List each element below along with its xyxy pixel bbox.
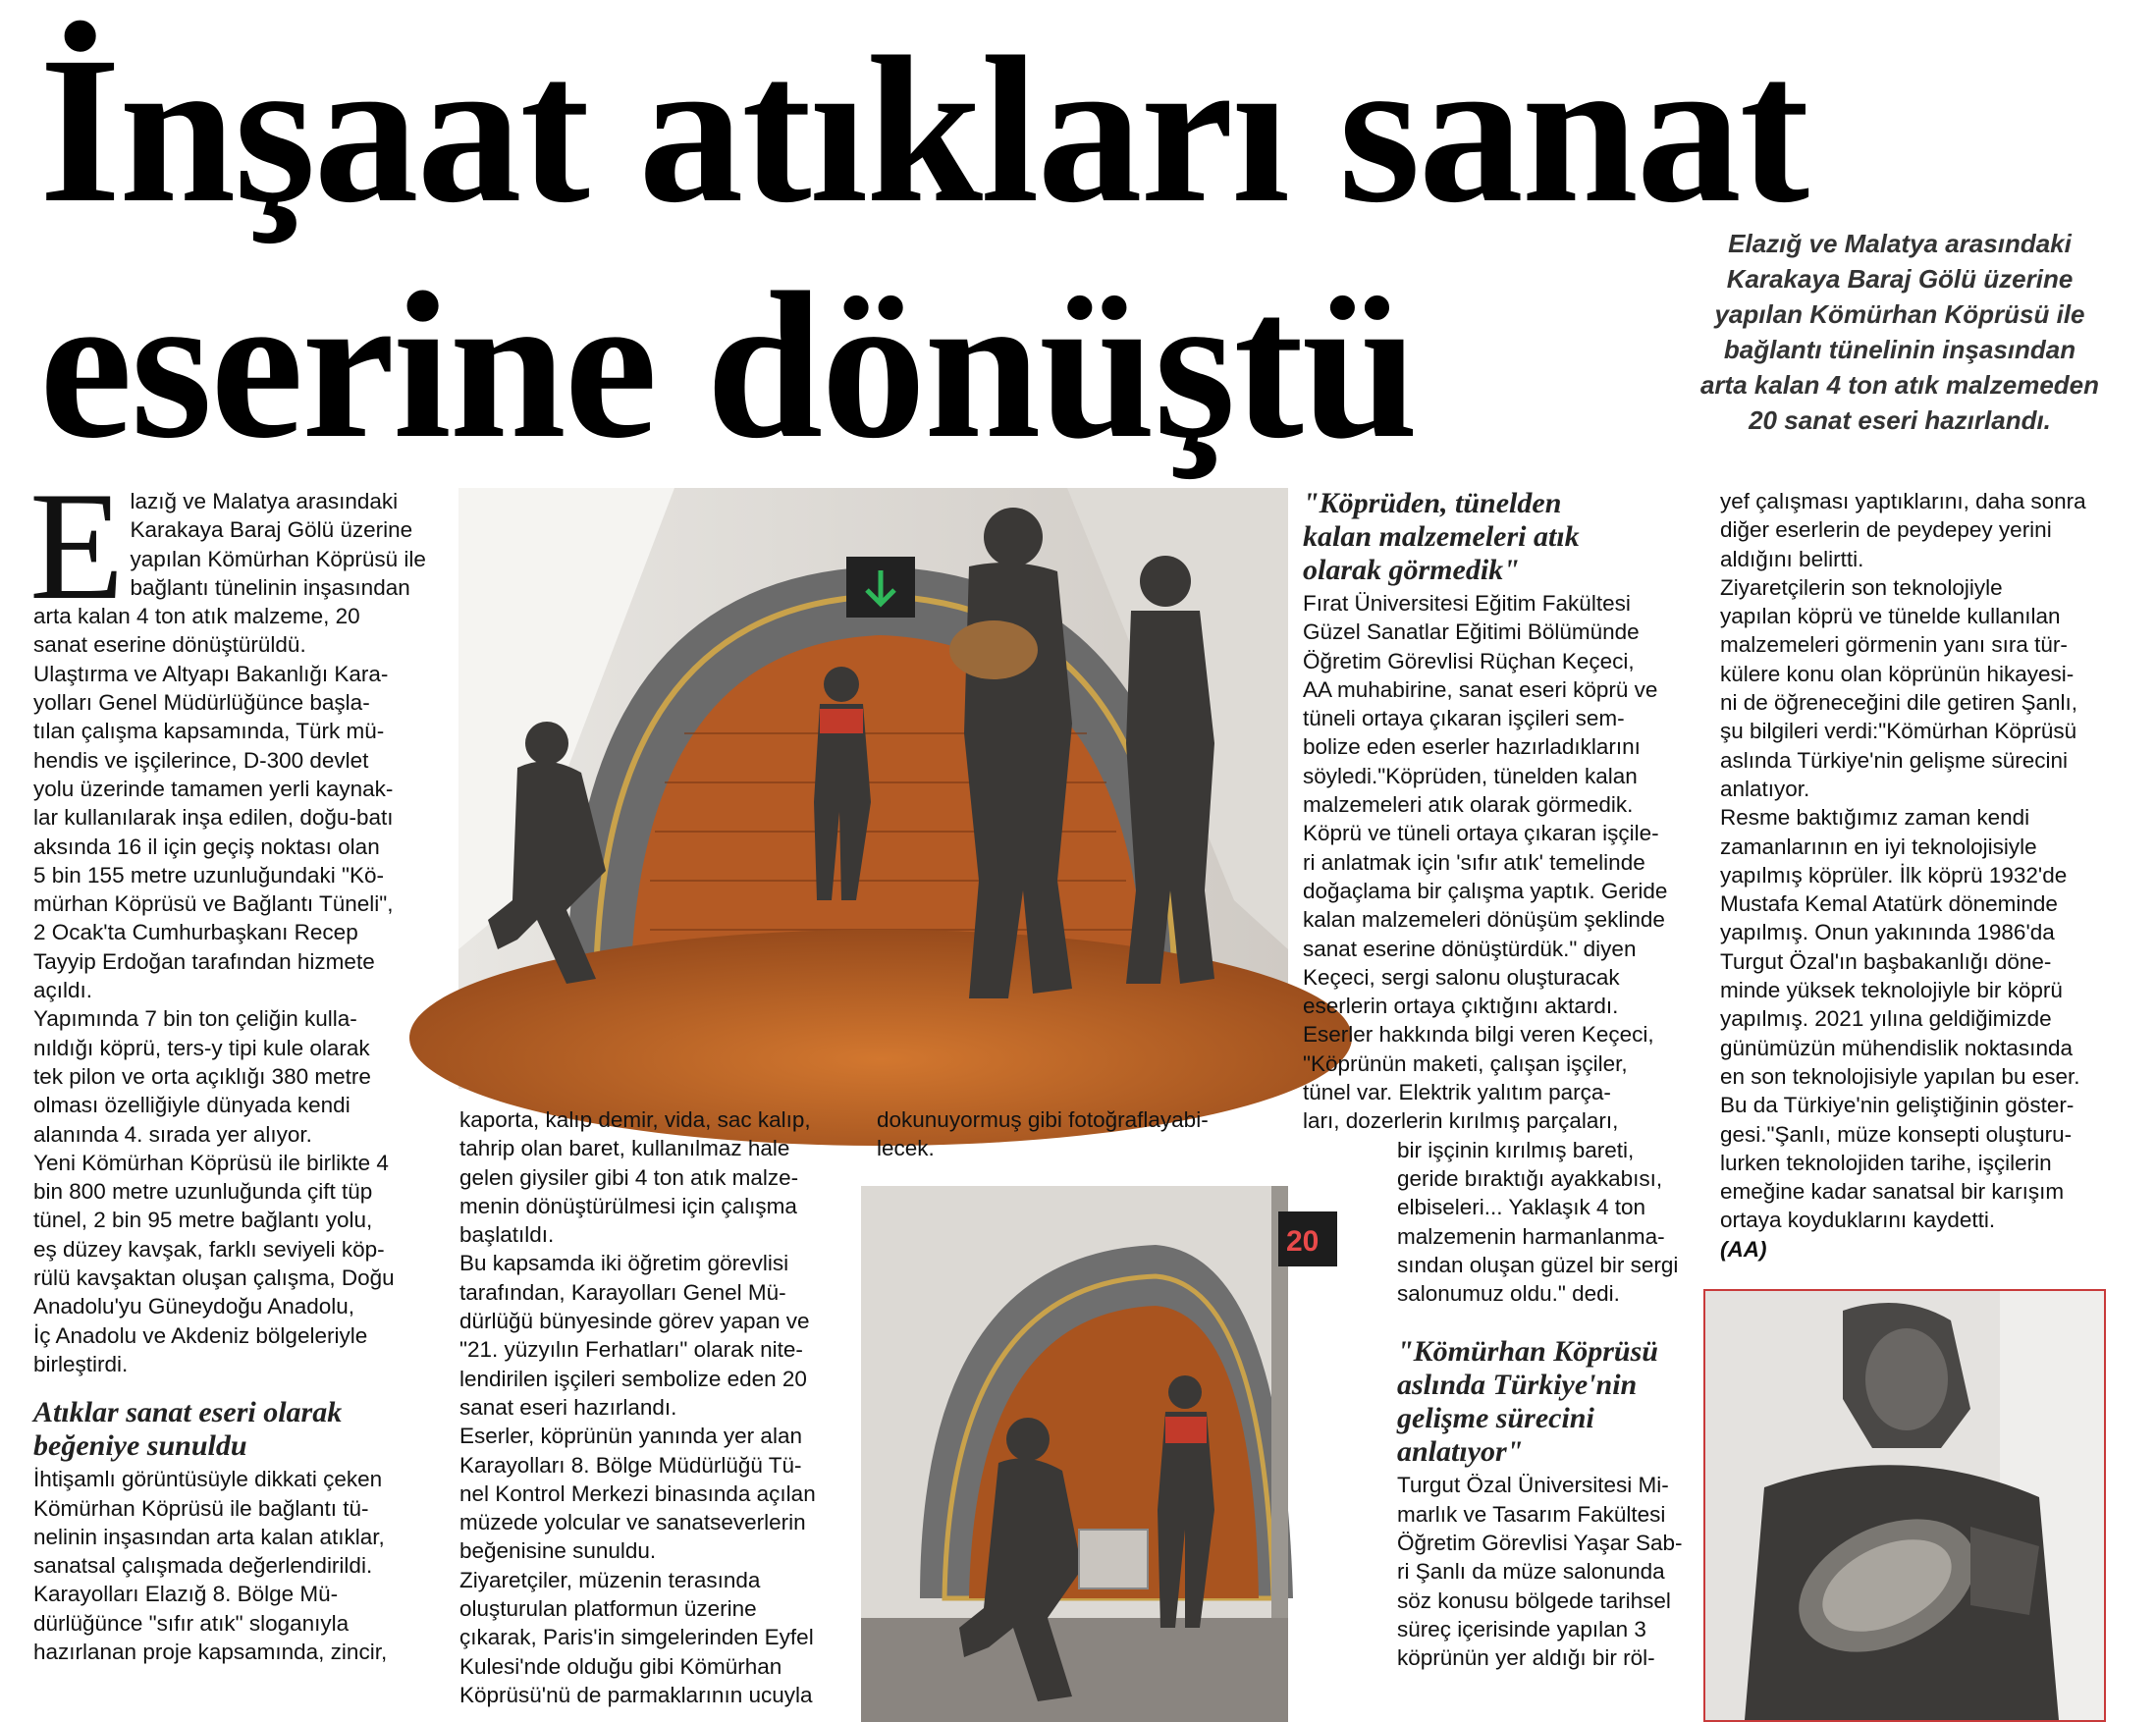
deck-line: Elazığ ve Malatya arasındaki	[1728, 229, 2072, 258]
text-line: Eserler hakkında bilgi veren Keçeci,	[1303, 1022, 1654, 1048]
text-line: aksında 16 il için geçiş noktası olan	[33, 834, 380, 859]
text-line: Karayolları Elazığ 8. Bölge Mü-	[33, 1582, 339, 1607]
subhead-line: "Kömürhan Köprüsü	[1397, 1335, 1658, 1369]
text-line: hazırlanan proje kapsamında, zincir,	[33, 1639, 388, 1664]
text-line: alanında 4. sırada yer alıyor.	[33, 1121, 312, 1147]
text-line: külere konu olan köprünün hikayesi-	[1720, 661, 2075, 686]
text-line: sanatsal çalışmada değerlendirildi.	[33, 1553, 373, 1579]
deck-line: arta kalan 4 ton atık malzemeden	[1699, 370, 2100, 400]
text-line: doğaçlama bir çalışma yaptık. Geride	[1303, 878, 1668, 903]
text-line: anlatıyor.	[1720, 776, 1810, 801]
headline-line-2: eserine dönüştü	[39, 249, 1417, 482]
text-line: dokunuyormuş gibi fotoğraflayabi-	[877, 1107, 1209, 1132]
text-line: yolları Genel Müdürlüğünce başla-	[33, 690, 370, 716]
photo-worker-sculptures	[861, 1186, 1320, 1722]
text-line: İç Anadolu ve Akdeniz bölgeleriyle	[33, 1322, 368, 1348]
text-line: oluşturulan platformun üzerine	[459, 1596, 757, 1622]
text-line: Karayolları 8. Bölge Müdürlüğü Tü-	[459, 1452, 802, 1478]
text-line: 5 bin 155 metre uzunluğundaki "Kö-	[33, 862, 384, 888]
text-line: Keçeci, sergi salonu oluşturacak	[1303, 964, 1620, 990]
text-line: lendirilen işçileri sembolize eden 20	[459, 1366, 807, 1391]
text-line: ri Şanlı da müze salonunda	[1397, 1559, 1665, 1585]
text-line: yapılan köprü ve tünelde kullanılan	[1720, 604, 2061, 629]
text-line: elbiseleri... Yaklaşık 4 ton	[1397, 1195, 1646, 1220]
column-3-top	[877, 1105, 1279, 1163]
column-2	[459, 1105, 862, 1709]
text-line: tarafından, Karayolları Genel Mü-	[459, 1279, 786, 1305]
drop-cap: E	[29, 460, 125, 632]
text-line: Kömürhan Köprüsü ile bağlantı tü-	[33, 1495, 369, 1521]
text-line: Mustafa Kemal Atatürk döneminde	[1720, 891, 2058, 917]
text-line: zamanlarının en iyi teknolojisiyle	[1720, 834, 2037, 859]
text-line: yapılmış. Onun yakınında 1986'da	[1720, 920, 2055, 945]
deck-line: Karakaya Baraj Gölü üzerine	[1726, 264, 2074, 294]
text-line: açıldı.	[33, 978, 93, 1003]
text-line: Bu kapsamda iki öğretim görevlisi	[459, 1251, 789, 1276]
text-line: nel Kontrol Merkezi binasında açılan	[459, 1480, 816, 1506]
headline-line-1: İnşaat atıkları sanat	[39, 14, 1808, 246]
text-line: mürhan Köprüsü ve Bağlantı Tüneli",	[33, 891, 394, 917]
text-line: emeğine kadar sanatsal bir karışım	[1720, 1179, 2065, 1205]
text-line: tünel, 2 bin 95 metre bağlantı yolu,	[33, 1208, 373, 1233]
text-line: Eserler, köprünün yanında yer alan	[459, 1424, 802, 1449]
text-line: dürlüğünce "sıfır atık" sloganıyla	[33, 1610, 350, 1636]
text-line: Köprüsü'nü de parmaklarının ucuyla	[459, 1682, 813, 1707]
signature: (AA)	[1720, 1236, 1767, 1262]
subhead-line: Atıklar sanat eseri olarak	[33, 1396, 343, 1429]
text-line: en son teknolojisiyle yapılan bu eser.	[1720, 1063, 2080, 1089]
text-line: tek pilon ve orta açıklığı 380 metre	[33, 1063, 371, 1089]
text-line: lurken teknolojiden tarihe, işçilerin	[1720, 1150, 2052, 1175]
column-4	[1303, 487, 1705, 1673]
text-line: bin 800 metre uzunluğunda çift tüp	[33, 1179, 373, 1205]
text-line: birleştirdi.	[33, 1351, 129, 1376]
text-line: lecek.	[877, 1136, 935, 1161]
text-line: hendis ve işçilerince, D-300 devlet	[33, 747, 369, 773]
text-line: sanat eserine dönüştürdük." diyen	[1303, 936, 1637, 961]
subhead-line: aslında Türkiye'nin	[1397, 1369, 1638, 1402]
text-line: ri anlatmak için 'sıfır atık' temelinde	[1303, 849, 1645, 875]
text-line: lar kullanılarak inşa edilen, doğu-batı	[33, 805, 394, 831]
text-line: yef çalışması yaptıklarını, daha sonra	[1720, 489, 2086, 513]
text-line: tahrip olan baret, kullanılmaz hale	[459, 1136, 790, 1161]
text-line: lazığ ve Malatya arasındaki	[130, 489, 399, 513]
text-line: bağlantı tünelinin inşasından	[130, 574, 410, 600]
text-line: geride bıraktığı ayakkabısı,	[1397, 1165, 1663, 1191]
text-line: aldığını belirtti.	[1720, 546, 1864, 571]
text-line: gelen giysiler gibi 4 ton atık malze-	[459, 1164, 799, 1190]
text-line: süreç içerisinde yapılan 3	[1397, 1616, 1646, 1641]
subhead-line: gelişme sürecini	[1397, 1402, 1594, 1435]
text-line: dürlüğü bünyesinde görev yapan ve	[459, 1309, 810, 1334]
text-line: Fırat Üniversitesi Eğitim Fakültesi	[1303, 591, 1631, 616]
text-line: İhtişamlı görüntüsüyle dikkati çeken	[33, 1467, 383, 1492]
text-line: arta kalan 4 ton atık malzeme, 20	[33, 604, 360, 629]
text-line: minde yüksek teknolojiyle bir köprü	[1720, 978, 2063, 1003]
text-line: 2 Ocak'ta Cumhurbaşkanı Recep	[33, 920, 358, 945]
text-line: yapılmış. 2021 yılına geldiğimizde	[1720, 1006, 2052, 1032]
text-line: yolu üzerinde tamamen yerli kaynak-	[33, 776, 394, 801]
subhead-line: beğeniye sunuldu	[33, 1429, 247, 1463]
subhead-line: "Köprüden, tünelden	[1303, 487, 1562, 519]
deck-line: yapılan Kömürhan Köprüsü ile	[1714, 299, 2085, 329]
text-line: Tayyip Erdoğan tarafından hizmete	[33, 948, 375, 974]
subhead-line: anlatıyor"	[1397, 1435, 1524, 1469]
text-line: kaporta, kalıp demir, vida, sac kalıp,	[459, 1107, 811, 1132]
text-line: bir işçinin kırılmış bareti,	[1397, 1137, 1635, 1162]
photo-sign-text: 20	[1286, 1225, 1320, 1258]
text-line: şu bilgileri verdi:"Kömürhan Köprüsü	[1720, 719, 2077, 744]
text-line: söyledi."Köprüden, tünelden kalan	[1303, 763, 1638, 788]
text-line: Anadolu'yu Güneydoğu Anadolu,	[33, 1294, 355, 1319]
text-line: Bu da Türkiye'nin geliştiğinin göster-	[1720, 1093, 2075, 1118]
text-line: eş düzey kavşak, farklı seviyeli köp-	[33, 1236, 385, 1262]
text-line: diğer eserlerin de peydepey yerini	[1720, 517, 2052, 543]
deck	[1659, 226, 2140, 438]
text-line: sından oluşan güzel bir sergi	[1397, 1252, 1679, 1277]
text-line: yapılan Kömürhan Köprüsü ile	[130, 546, 426, 571]
text-line: nelinin inşasından arta kalan atıklar,	[33, 1524, 385, 1549]
text-line: gesi."Şanlı, müze konsepti oluşturu-	[1720, 1121, 2073, 1147]
subhead-atiklar	[33, 1396, 446, 1463]
text-line: Köprü ve tüneli ortaya çıkaran işçile-	[1303, 821, 1659, 846]
text-line: tüneli ortaya çıkaran işçileri sem-	[1303, 706, 1625, 731]
text-line: beğenisine sunuldu.	[459, 1538, 657, 1564]
text-line: Yapımında 7 bin ton çeliğin kulla-	[33, 1006, 357, 1032]
text-line: Ulaştırma ve Altyapı Bakanlığı Kara-	[33, 661, 389, 686]
deck-line: 20 sanat eseri hazırlandı.	[1749, 405, 2051, 435]
text-line: malzemeleri görmenin yanı sıra tür-	[1720, 632, 2068, 658]
column-5	[1720, 487, 2132, 1264]
text-line: kalan malzemeleri dönüşüm şeklinde	[1303, 907, 1665, 933]
text-line: Öğretim Görevlisi Rüçhan Keçeci,	[1303, 648, 1635, 673]
text-line: günümüzün mühendislik noktasında	[1720, 1035, 2073, 1060]
text-line: Resme baktığımız zaman kendi	[1720, 805, 2030, 831]
text-line: tünel var. Elektrik yalıtım parça-	[1303, 1080, 1611, 1105]
text-line: Güzel Sanatlar Eğitimi Bölümünde	[1303, 619, 1640, 645]
text-line: sanat eserine dönüştürüldü.	[33, 632, 306, 658]
text-line: aslında Türkiye'nin gelişme sürecini	[1720, 747, 2069, 773]
text-line: başlatıldı.	[459, 1222, 555, 1248]
text-line: söz konusu bölgede tarihsel	[1397, 1587, 1671, 1613]
text-line: eserlerin ortaya çıktığını aktardı.	[1303, 994, 1619, 1019]
text-line: ları, dozerlerin kırılmış parçaları,	[1303, 1108, 1619, 1134]
text-line: tılan çalışma kapsamında, Türk mü-	[33, 719, 385, 744]
text-line: Karakaya Baraj Gölü üzerine	[130, 517, 413, 543]
text-line: ni de öğreneceğini dile getiren Şanlı,	[1720, 690, 2077, 716]
text-line: "21. yüzyılın Ferhatları" olarak nite-	[459, 1337, 803, 1363]
subhead-koprüden	[1303, 487, 1705, 587]
deck-line: bağlantı tünelinin inşasından	[1723, 335, 2076, 364]
text-line: marlık ve Tasarım Fakültesi	[1397, 1501, 1666, 1527]
text-line: salonumuz oldu." dedi.	[1397, 1281, 1620, 1307]
text-line: Yeni Kömürhan Köprüsü ile birlikte 4	[33, 1150, 389, 1175]
photo-sculpture-closeup	[1703, 1289, 2106, 1722]
subhead-line: kalan malzemeleri atık	[1303, 520, 1580, 553]
text-line: rülü kavşaktan oluşan çalışma, Doğu	[33, 1265, 395, 1291]
text-line: olması özelliğiyle dünyada kendi	[33, 1093, 350, 1118]
text-line: Ziyaretçilerin son teknolojiyle	[1720, 574, 2003, 600]
text-line: nıldığı köprü, ters-y tipi kule olarak	[33, 1035, 370, 1060]
column-1	[29, 460, 446, 1666]
subhead-line: olarak görmedik"	[1303, 554, 1520, 586]
text-line: bolize eden eserler hazırladıklarını	[1303, 734, 1641, 760]
text-line: AA muhabirine, sanat eseri köprü ve	[1303, 676, 1658, 702]
text-line: Turgut Özal Üniversitesi Mi-	[1397, 1473, 1669, 1498]
text-line: köprünün yer aldığı bir röl-	[1397, 1645, 1655, 1671]
photo-museum-sculptures	[458, 488, 1288, 1089]
text-line: Turgut Özal'ın başbakanlığı döne-	[1720, 948, 2052, 974]
text-line: yapılmış köprüler. İlk köprü 1932'de	[1720, 862, 2068, 888]
text-line: "Köprünün maketi, çalışan işçiler,	[1303, 1050, 1628, 1076]
text-line: müzede yolcular ve sanatseverlerin	[459, 1510, 806, 1535]
text-line: Öğretim Görevlisi Yaşar Sab-	[1397, 1531, 1683, 1556]
text-line: malzemeleri atık olarak görmedik.	[1303, 792, 1634, 818]
text-line: Ziyaretçiler, müzenin terasında	[459, 1567, 761, 1592]
text-line: çıkarak, Paris'in simgelerinden Eyfel	[459, 1625, 814, 1650]
subhead-komurhan	[1303, 1335, 1705, 1469]
text-line: ortaya koyduklarını kaydetti.	[1720, 1208, 1996, 1233]
text-line: menin dönüştürülmesi için çalışma	[459, 1193, 797, 1218]
text-line: sanat eseri hazırlandı.	[459, 1394, 677, 1420]
text-line: malzemenin harmanlanma-	[1397, 1223, 1665, 1249]
text-line: Kulesi'nde olduğu gibi Kömürhan	[459, 1653, 782, 1679]
